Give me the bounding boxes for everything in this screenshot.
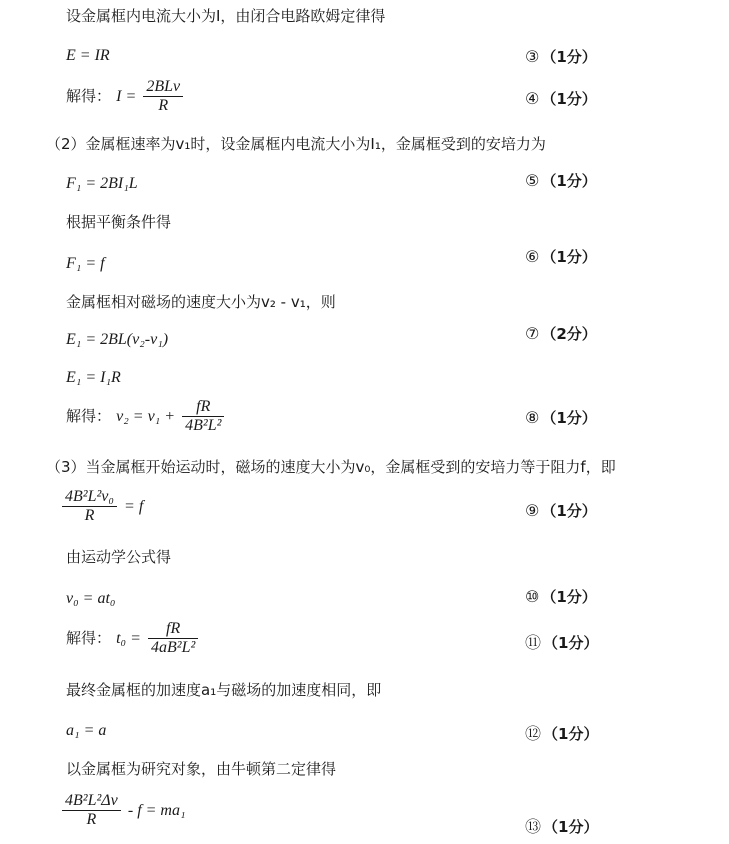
text-line: （2）金属框速率为v₁时，设金属框内电流大小为I₁，金属框受到的安培力为 xyxy=(46,135,546,153)
equation-number: ⑪ xyxy=(525,633,542,652)
equation-prefix: 解得： xyxy=(66,629,112,647)
fraction-numerator: fR xyxy=(148,620,198,639)
equation-number: ⑬ xyxy=(525,817,542,836)
score-mark xyxy=(525,46,597,67)
score-label: （1分） xyxy=(541,588,597,606)
equation xyxy=(66,398,226,435)
text-line: 根据平衡条件得 xyxy=(66,213,172,231)
equation: v₀ = at₀ xyxy=(66,590,116,607)
equation-prefix: 解得： xyxy=(66,407,112,425)
fraction-numerator: fR xyxy=(182,398,224,417)
text-line: 最终金属框的加速度a₁与磁场的加速度相同，即 xyxy=(66,681,382,699)
text-line: 设金属框内电流大小为I，由闭合电路欧姆定律得 xyxy=(66,7,386,25)
score-mark xyxy=(525,88,597,109)
equation-number: ⑩ xyxy=(525,587,540,606)
fraction-denominator: R xyxy=(84,507,95,524)
text-line: 金属框相对磁场的速度大小为v₂ - v₁，则 xyxy=(66,293,336,311)
equation: E₁ = 2BL(v₂-v₁) xyxy=(66,331,169,348)
equation-rhs: - f = ma₁ xyxy=(127,802,186,819)
equation-prefix: 解得： xyxy=(66,87,112,105)
fraction xyxy=(62,792,121,829)
score-label: （1分） xyxy=(541,48,597,66)
score-mark xyxy=(525,814,598,837)
fraction-numerator: 2BLv xyxy=(143,78,183,97)
equation: F₁ = 2BI₁L xyxy=(66,175,138,192)
equation: E = IR xyxy=(66,47,110,64)
score-label: （1分） xyxy=(541,90,597,108)
score-mark xyxy=(525,246,597,267)
equation-number: ⑥ xyxy=(525,247,540,266)
score-label: （1分） xyxy=(541,409,597,427)
equation-number: ⑧ xyxy=(525,408,540,427)
fraction-denominator: 4aB²L² xyxy=(151,639,196,656)
equation xyxy=(66,620,200,657)
equation-number: ③ xyxy=(525,47,540,66)
fraction-numerator: 4B²L²Δv xyxy=(62,792,121,811)
equation xyxy=(66,78,185,115)
equation-number: ⑤ xyxy=(525,171,540,190)
equation: F₁ = f xyxy=(66,255,105,272)
fraction xyxy=(62,488,117,525)
fraction-denominator: R xyxy=(86,811,97,828)
fraction xyxy=(148,620,198,657)
equation xyxy=(60,488,143,525)
equation: E₁ = I₁R xyxy=(66,369,121,386)
fraction xyxy=(182,398,224,435)
score-label: （1分） xyxy=(541,502,597,520)
text-line: 以金属框为研究对象，由牛顿第二定律得 xyxy=(66,760,337,778)
equation-lhs: t₀ = xyxy=(116,630,141,647)
score-mark xyxy=(525,586,597,607)
equation-number: ⑨ xyxy=(525,501,540,520)
fraction-denominator: 4B²L² xyxy=(185,417,222,434)
text-line: （3）当金属框开始运动时，磁场的速度大小为v₀，金属框受到的安培力等于阻力f，即 xyxy=(46,458,616,476)
score-mark xyxy=(525,500,597,521)
score-mark xyxy=(525,407,597,428)
equation-rhs: = f xyxy=(124,498,144,515)
equation xyxy=(60,792,186,829)
score-label: （1分） xyxy=(541,172,597,190)
fraction xyxy=(143,78,183,115)
equation-number: ⑫ xyxy=(525,724,542,743)
equation-number: ⑦ xyxy=(525,324,540,343)
text-line: 由运动学公式得 xyxy=(66,548,172,566)
score-label: （1分） xyxy=(543,818,599,836)
score-label: （2分） xyxy=(541,325,597,343)
fraction-denominator: R xyxy=(158,97,169,114)
equation-lhs: I = xyxy=(116,88,137,105)
score-mark xyxy=(525,721,598,744)
equation-number: ④ xyxy=(525,89,540,108)
fraction-numerator: 4B²L²v₀ xyxy=(62,488,117,507)
score-mark xyxy=(525,630,598,653)
score-mark xyxy=(525,323,597,344)
score-label: （1分） xyxy=(543,634,599,652)
score-label: （1分） xyxy=(543,725,599,743)
equation-lhs: v₂ = v₁ + xyxy=(116,408,176,425)
equation: a₁ = a xyxy=(66,722,107,739)
score-label: （1分） xyxy=(541,248,597,266)
score-mark xyxy=(525,170,597,191)
